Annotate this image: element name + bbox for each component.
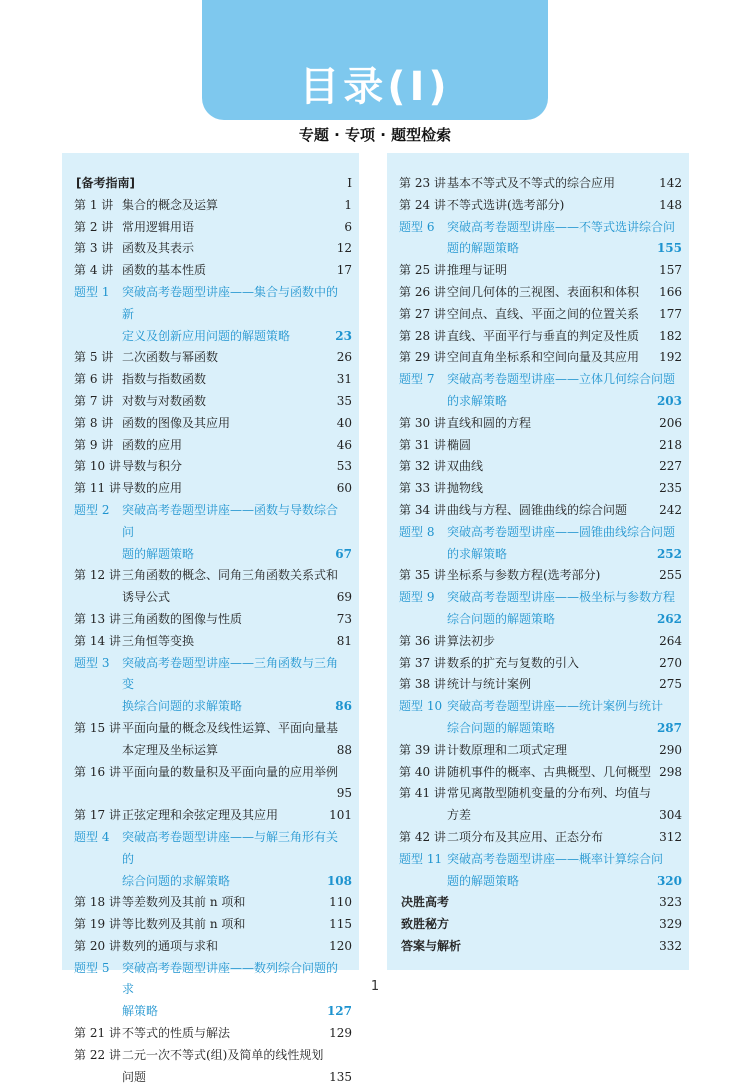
entry-indent — [74, 871, 122, 893]
toc-entry[interactable] — [74, 827, 352, 871]
entry-label: 第 17 讲 — [74, 808, 121, 823]
entry-title: 空间几何体的三视图、表面积和体积 — [447, 284, 640, 299]
entry-indent — [399, 805, 447, 827]
toc-entry[interactable] — [74, 369, 352, 391]
entry-title: 平面向量的数量积及平面向量的应用举例 — [122, 764, 339, 779]
entry-page: 31 — [336, 372, 352, 387]
entry-title: 突破高考卷题型讲座——函数与导数综合问 — [122, 502, 339, 539]
entry-title: 统计与统计案例 — [447, 677, 532, 692]
entry-label: 题型 7 — [399, 372, 435, 387]
entry-title: 函数及其表示 — [122, 241, 195, 256]
entry-indent — [399, 871, 447, 893]
toc-entry-continued — [74, 871, 352, 893]
entry-label: 第 22 讲 — [74, 1047, 121, 1062]
toc-entry[interactable] — [399, 500, 682, 522]
entry-label: 第 40 讲 — [399, 764, 446, 779]
entry-indent — [74, 587, 122, 609]
entry-title: 决胜高考 — [401, 895, 450, 910]
toc-entry[interactable] — [399, 413, 682, 435]
entry-title: 突破高考卷题型讲座——不等式选讲综合问 — [447, 219, 676, 234]
entry-title: 指数与指数函数 — [122, 372, 207, 387]
toc-entry[interactable] — [74, 1023, 352, 1045]
entry-label: 第 33 讲 — [399, 481, 446, 496]
entry-page: 157 — [659, 263, 682, 278]
toc-entry[interactable] — [399, 740, 682, 762]
entry-title: 突破高考卷题型讲座——数列综合问题的求 — [122, 960, 339, 997]
toc-entry[interactable] — [74, 914, 352, 936]
toc-entry[interactable] — [399, 347, 682, 369]
entry-label: 第 24 讲 — [399, 197, 446, 212]
toc-entry[interactable] — [399, 762, 682, 784]
entry-label: 第 3 讲 — [74, 241, 114, 256]
toc-entry[interactable] — [74, 936, 352, 958]
entry-page: 6 — [344, 219, 352, 234]
entry-page: 242 — [659, 502, 682, 517]
toc-entry[interactable] — [399, 936, 682, 958]
entry-indent — [399, 609, 447, 631]
entry-indent — [74, 326, 122, 348]
entry-title: 致胜秘方 — [401, 917, 450, 932]
entry-indent — [399, 544, 447, 566]
toc-entry[interactable] — [74, 260, 352, 282]
entry-page: 155 — [656, 241, 682, 256]
entry-page: 115 — [329, 917, 352, 932]
entry-page: 53 — [336, 459, 352, 474]
toc-entry[interactable] — [74, 1045, 352, 1067]
entry-title: 突破高考卷题型讲座——极坐标与参数方程 — [447, 590, 676, 605]
entry-label: 题型 3 — [74, 655, 110, 670]
entry-title: 不等式的性质与解法 — [122, 1026, 231, 1041]
entry-page: 264 — [659, 633, 682, 648]
entry-label: 第 34 讲 — [399, 502, 446, 517]
entry-page: 312 — [659, 829, 682, 844]
entry-label: 第 16 讲 — [74, 764, 121, 779]
entry-title-continued: 定义及创新应用问题的解题策略 — [122, 328, 291, 343]
entry-title-continued: 诱导公式 — [122, 590, 171, 605]
entry-page: 206 — [659, 415, 682, 430]
toc-entry[interactable] — [399, 892, 682, 914]
toc-entry[interactable] — [399, 173, 682, 195]
entry-title: 坐标系与参数方程(选考部分) — [447, 568, 601, 583]
entry-page: 127 — [326, 1004, 352, 1019]
entry-indent — [399, 238, 447, 260]
toc-entry-continued — [399, 238, 682, 260]
toc-entry[interactable] — [399, 260, 682, 282]
toc-entry[interactable] — [399, 849, 682, 871]
entry-label: 第 38 讲 — [399, 677, 446, 692]
entry-page: 298 — [659, 764, 682, 779]
toc-entry-continued — [399, 544, 682, 566]
entry-label: 题型 2 — [74, 502, 110, 517]
toc-entry[interactable] — [74, 391, 352, 413]
entry-label: 第 28 讲 — [399, 328, 446, 343]
entry-label: 第 27 讲 — [399, 306, 446, 321]
toc-entry[interactable] — [399, 217, 682, 239]
entry-page: 46 — [336, 437, 352, 452]
entry-indent — [74, 740, 122, 762]
entry-title: 二次函数与幂函数 — [122, 350, 219, 365]
toc-entry[interactable] — [74, 762, 352, 784]
toc-entry-continued — [399, 718, 682, 740]
entry-title: 三角恒等变换 — [122, 633, 195, 648]
entry-title: 数系的扩充与复数的引入 — [447, 655, 580, 670]
entry-title: 集合的概念及运算 — [122, 197, 219, 212]
entry-page: 290 — [659, 742, 682, 757]
toc-entry[interactable] — [74, 609, 352, 631]
entry-page: 166 — [659, 284, 682, 299]
entry-title: 基本不等式及不等式的综合应用 — [447, 176, 616, 190]
entry-page: 60 — [336, 481, 352, 496]
entry-page: 135 — [329, 1069, 352, 1084]
entry-page: 329 — [659, 917, 682, 932]
entry-label: 题型 9 — [399, 590, 435, 605]
entry-page: 270 — [659, 655, 682, 670]
entry-title: 等差数列及其前 n 项和 — [122, 895, 246, 910]
toc-entry-continued — [399, 871, 682, 893]
toc-entry[interactable] — [74, 173, 352, 195]
entry-title: 函数的应用 — [122, 437, 183, 452]
entry-title: 椭圆 — [447, 437, 472, 452]
toc-entry[interactable] — [74, 718, 352, 740]
entry-label: 第 14 讲 — [74, 633, 121, 648]
entry-page: 110 — [329, 895, 352, 910]
entry-title-continued: 的求解策略 — [447, 393, 508, 408]
entry-indent — [74, 696, 122, 718]
entry-page: 142 — [659, 176, 682, 190]
entry-title-continued: 题的解题策略 — [447, 241, 520, 256]
toc-entry[interactable] — [74, 347, 352, 369]
toc-entry[interactable] — [74, 195, 352, 217]
entry-label: 第 7 讲 — [74, 393, 114, 408]
entry-label: 第 35 讲 — [399, 568, 446, 583]
entry-label: 第 8 讲 — [74, 415, 114, 430]
toc-entry[interactable] — [399, 914, 682, 936]
entry-label: 第 11 讲 — [74, 481, 121, 496]
entry-label: 第 20 讲 — [74, 938, 121, 953]
entry-label: 题型 11 — [399, 851, 443, 866]
entry-title: 数列的通项与求和 — [122, 938, 219, 953]
toc-entry-continued — [74, 696, 352, 718]
entry-title: 突破高考卷题型讲座——与解三角形有关的 — [122, 829, 339, 866]
entry-title: 正弦定理和余弦定理及其应用 — [122, 808, 279, 823]
entry-label: 第 13 讲 — [74, 611, 121, 626]
entry-title: 平面向量的概念及线性运算、平面向量基 — [122, 720, 339, 735]
entry-page: 227 — [659, 459, 682, 474]
entry-page: I — [347, 176, 352, 190]
toc-entry[interactable] — [399, 304, 682, 326]
entry-title-continued: 题的解题策略 — [447, 873, 520, 888]
toc-entry[interactable] — [399, 631, 682, 653]
entry-label: 第 29 讲 — [399, 350, 446, 365]
entry-label: 第 39 讲 — [399, 742, 446, 757]
entry-title: 常用逻辑用语 — [122, 219, 195, 234]
toc-entry[interactable] — [399, 783, 682, 805]
entry-label: 第 31 讲 — [399, 437, 446, 452]
page-title: 目录(I) — [299, 64, 451, 110]
entry-label: 第 1 讲 — [74, 197, 114, 212]
toc-entry[interactable] — [74, 238, 352, 260]
entry-page: 40 — [336, 415, 352, 430]
entry-indent — [74, 544, 122, 566]
entry-title: 三角函数的图像与性质 — [122, 611, 243, 626]
toc-entry[interactable] — [399, 587, 682, 609]
entry-label: 第 36 讲 — [399, 633, 446, 648]
entry-title: 不等式选讲(选考部分) — [447, 197, 565, 212]
toc-entry[interactable] — [74, 653, 352, 697]
entry-page: 323 — [659, 895, 682, 910]
entry-label: 第 4 讲 — [74, 263, 114, 278]
toc-entry-continued — [399, 609, 682, 631]
entry-title: 计数原理和二项式定理 — [447, 742, 568, 757]
entry-title: 突破高考卷题型讲座——概率计算综合问 — [447, 851, 664, 866]
entry-page: 255 — [659, 568, 682, 583]
entry-title: 答案与解析 — [401, 938, 462, 953]
entry-title-continued: 方差 — [447, 808, 472, 823]
entry-label: 第 21 讲 — [74, 1026, 121, 1041]
toc-entry[interactable] — [399, 478, 682, 500]
entry-title: 函数的基本性质 — [122, 263, 207, 278]
entry-indent — [74, 1067, 122, 1088]
entry-label: 第 19 讲 — [74, 917, 121, 932]
toc-entry-continued — [74, 1067, 352, 1088]
entry-page: 23 — [335, 328, 352, 343]
entry-page: 252 — [656, 546, 682, 561]
entry-page: 101 — [329, 808, 352, 823]
toc-entry[interactable] — [74, 500, 352, 544]
entry-title: 对数与对数函数 — [122, 393, 207, 408]
toc-entry-continued — [74, 783, 352, 805]
entry-title-continued: 换综合问题的求解策略 — [122, 699, 243, 714]
entry-page: 95 — [336, 786, 352, 801]
entry-title: 推理与证明 — [447, 263, 508, 278]
entry-page: 69 — [336, 590, 352, 605]
toc-entry[interactable] — [399, 456, 682, 478]
entry-title: 随机事件的概率、古典概型、几何概型 — [447, 764, 652, 779]
toc-entry[interactable] — [399, 282, 682, 304]
toc-entry[interactable] — [399, 696, 682, 718]
entry-label: 第 30 讲 — [399, 415, 446, 430]
entry-page: 1 — [344, 197, 352, 212]
entry-label: 题型 6 — [399, 219, 435, 234]
entry-label: 第 18 讲 — [74, 895, 121, 910]
entry-label: 第 37 讲 — [399, 655, 446, 670]
entry-label: 第 6 讲 — [74, 372, 114, 387]
page-number: 1 — [370, 979, 380, 994]
entry-title: 突破高考卷题型讲座——立体几何综合问题 — [447, 372, 676, 387]
entry-page: 35 — [336, 393, 352, 408]
entry-title: 曲线与方程、圆锥曲线的综合问题 — [447, 502, 628, 517]
entry-label: 题型 5 — [74, 960, 110, 975]
entry-page: 108 — [326, 873, 352, 888]
toc-left-column — [62, 153, 359, 1084]
entry-title-continued — [122, 783, 326, 805]
entry-page: 177 — [659, 306, 682, 321]
entry-page: 235 — [659, 481, 682, 496]
entry-page: 203 — [656, 393, 682, 408]
entry-title-continued: 本定理及坐标运算 — [122, 742, 219, 757]
entry-label: 第 41 讲 — [399, 786, 446, 801]
toc-entry[interactable] — [399, 674, 682, 696]
entry-page: 320 — [656, 873, 682, 888]
entry-title-continued: 的求解策略 — [447, 546, 508, 561]
entry-title: 直线和圆的方程 — [447, 415, 532, 430]
entry-title: 抛物线 — [447, 481, 484, 496]
toc-entry-continued — [74, 326, 352, 348]
entry-title: 突破高考卷题型讲座——圆锥曲线综合问题 — [447, 524, 676, 539]
entry-title: 突破高考卷题型讲座——集合与函数中的新 — [122, 284, 339, 321]
entry-label: 题型 10 — [399, 699, 443, 714]
toc-entry[interactable] — [74, 631, 352, 653]
toc-entry[interactable] — [74, 478, 352, 500]
entry-title: 函数的图像及其应用 — [122, 415, 231, 430]
entry-label: 第 9 讲 — [74, 437, 114, 452]
entry-page: 86 — [335, 699, 352, 714]
entry-label: 题型 4 — [74, 829, 110, 844]
entry-page: 192 — [659, 350, 682, 365]
entry-page: 262 — [656, 611, 682, 626]
entry-title: 常见离散型随机变量的分布列、均值与 — [447, 786, 652, 801]
entry-label: 第 32 讲 — [399, 459, 446, 474]
toc-entry[interactable] — [399, 195, 682, 217]
entry-label: 第 23 讲 — [399, 176, 446, 190]
entry-label: 第 15 讲 — [74, 720, 121, 735]
entry-label: 第 10 讲 — [74, 459, 121, 474]
entry-page: 88 — [336, 742, 352, 757]
toc-entry[interactable] — [399, 326, 682, 348]
entry-title-continued: 综合问题的解题策略 — [447, 611, 556, 626]
toc-entry[interactable] — [74, 456, 352, 478]
entry-page: 275 — [659, 677, 682, 692]
toc-entry[interactable] — [74, 805, 352, 827]
toc-entry[interactable] — [399, 435, 682, 457]
entry-title: 直线、平面平行与垂直的判定及性质 — [447, 328, 640, 343]
toc-entry[interactable] — [399, 522, 682, 544]
entry-title: 三角函数的概念、同角三角函数关系式和 — [122, 568, 339, 583]
entry-title: 突破高考卷题型讲座——三角函数与三角变 — [122, 655, 339, 692]
entry-title-continued: 题的解题策略 — [122, 546, 195, 561]
toc-entry[interactable] — [74, 565, 352, 587]
toc-entry-continued — [74, 740, 352, 762]
entry-title: 突破高考卷题型讲座——统计案例与统计 — [447, 699, 664, 714]
entry-title: 导数与积分 — [122, 459, 183, 474]
entry-title: 导数的应用 — [122, 481, 183, 496]
entry-label: 题型 1 — [74, 284, 110, 299]
entry-page: 81 — [336, 633, 352, 648]
entry-title-continued: 综合问题的求解策略 — [122, 873, 231, 888]
toc-entry-continued — [74, 544, 352, 566]
entry-title: 算法初步 — [447, 633, 496, 648]
toc-right-column — [387, 153, 689, 970]
toc-entry-continued — [74, 1001, 352, 1023]
entry-page: 73 — [336, 611, 352, 626]
entry-title: 二元一次不等式(组)及简单的线性规划 — [122, 1047, 324, 1062]
entry-title: 二项分布及其应用、正态分布 — [447, 829, 604, 844]
entry-page: 129 — [329, 1026, 352, 1041]
entry-page: 17 — [336, 263, 352, 278]
toc-entry[interactable] — [74, 435, 352, 457]
entry-indent — [399, 718, 447, 740]
entry-title: 空间点、直线、平面之间的位置关系 — [447, 306, 640, 321]
toc-entry[interactable] — [74, 217, 352, 239]
entry-title: 等比数列及其前 n 项和 — [122, 917, 246, 932]
entry-page: 148 — [659, 197, 682, 212]
toc-entry[interactable] — [74, 413, 352, 435]
entry-title: [备考指南] — [76, 176, 135, 190]
entry-page: 218 — [659, 437, 682, 452]
page-subtitle: 专题 · 专项 · 题型检索 — [298, 126, 452, 144]
entry-label: 第 25 讲 — [399, 263, 446, 278]
entry-label: 第 2 讲 — [74, 219, 114, 234]
toc-entry-continued — [399, 805, 682, 827]
entry-page: 67 — [335, 546, 352, 561]
entry-page: 182 — [659, 328, 682, 343]
toc-entry[interactable] — [399, 565, 682, 587]
entry-title-continued: 综合问题的解题策略 — [447, 720, 556, 735]
toc-entry-continued — [74, 587, 352, 609]
toc-entry[interactable] — [399, 827, 682, 849]
toc-entry-continued — [399, 391, 682, 413]
entry-title: 空间直角坐标系和空间向量及其应用 — [447, 350, 640, 365]
entry-indent — [399, 391, 447, 413]
entry-page: 332 — [659, 938, 682, 953]
toc-entry[interactable] — [399, 653, 682, 675]
entry-label: 第 5 讲 — [74, 350, 114, 365]
entry-label: 第 26 讲 — [399, 284, 446, 299]
toc-entry[interactable] — [74, 892, 352, 914]
entry-title-continued: 解策略 — [122, 1004, 159, 1019]
entry-label: 第 12 讲 — [74, 568, 121, 583]
entry-label: 题型 8 — [399, 524, 435, 539]
entry-indent — [74, 1001, 122, 1023]
entry-page: 304 — [659, 808, 682, 823]
entry-page: 26 — [336, 350, 352, 365]
entry-label: 第 42 讲 — [399, 829, 446, 844]
entry-title-continued: 问题 — [122, 1069, 147, 1084]
toc-entry[interactable] — [399, 369, 682, 391]
toc-entry[interactable] — [74, 282, 352, 326]
entry-page: 287 — [656, 720, 682, 735]
entry-page: 120 — [329, 938, 352, 953]
entry-title: 双曲线 — [447, 459, 484, 474]
entry-indent — [74, 783, 122, 805]
entry-page: 12 — [336, 241, 352, 256]
